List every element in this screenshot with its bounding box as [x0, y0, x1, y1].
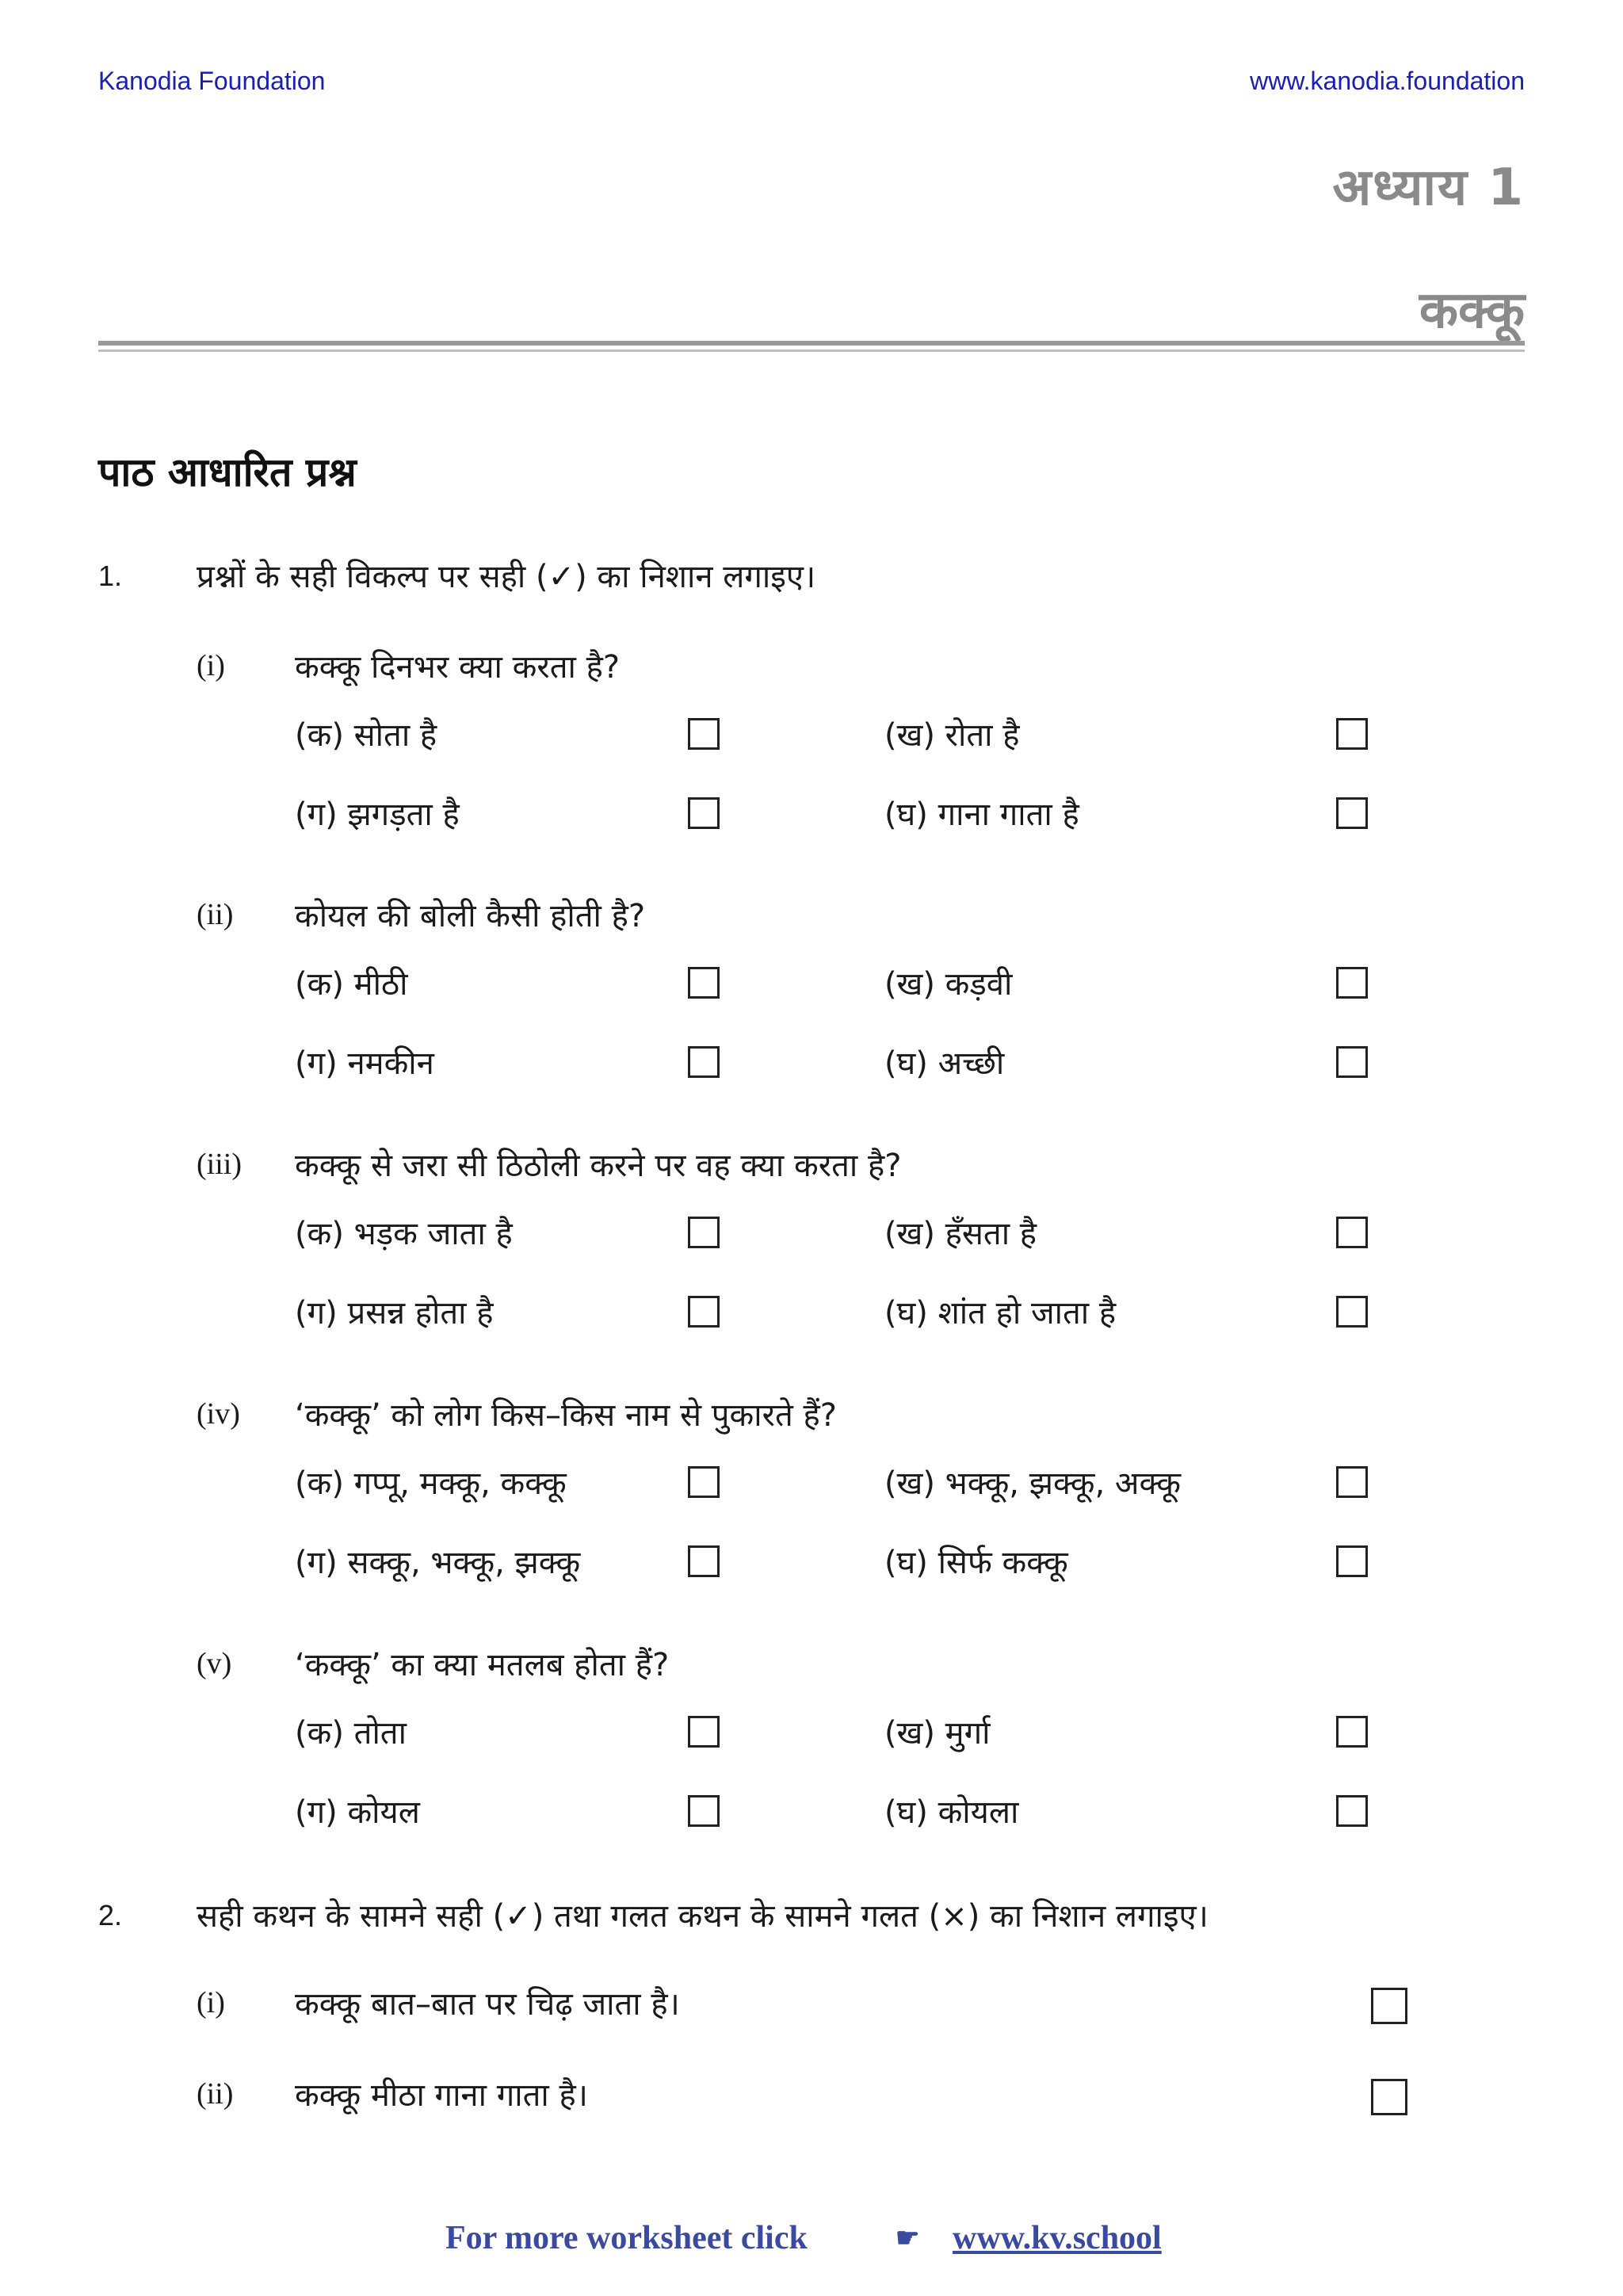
option-checkbox[interactable]: [1336, 1795, 1368, 1827]
option-checkbox[interactable]: [1336, 797, 1368, 829]
option-checkbox[interactable]: [688, 1545, 720, 1577]
sub-question-text: कोयल की बोली कैसी होती है?: [295, 898, 646, 934]
sub-question-text: ‘कक्कू’ को लोग किस–किस नाम से पुकारते हैं?: [295, 1397, 837, 1434]
lesson-title: कक्कू: [1419, 281, 1525, 340]
option-checkbox[interactable]: [688, 718, 720, 750]
option-checkbox[interactable]: [1336, 1466, 1368, 1498]
footer-link[interactable]: www.kv.school: [953, 2220, 1162, 2256]
option-checkbox[interactable]: [688, 967, 720, 999]
option-checkbox[interactable]: [688, 1466, 720, 1498]
sub-question-number: (v): [197, 1647, 232, 1680]
option-checkbox[interactable]: [1336, 1217, 1368, 1248]
option-label: (ख) मुर्गा: [884, 1715, 991, 1752]
option-label: (ग) कोयल: [295, 1794, 420, 1831]
statement-text: कक्कू मीठा गाना गाता है।: [295, 2077, 588, 2114]
option-label: (क) सोता है: [295, 717, 437, 754]
section-title: पाठ आधारित प्रश्न: [98, 449, 357, 495]
pointing-hand-icon: ☛: [896, 2224, 920, 2253]
option-checkbox[interactable]: [688, 1296, 720, 1328]
option-label: (ग) सक्कू, भक्कू, झक्कू: [295, 1545, 581, 1581]
sub-question-number: (ii): [197, 898, 234, 931]
option-checkbox[interactable]: [688, 1046, 720, 1078]
chapter-title: अध्याय 1: [1332, 159, 1525, 217]
option-checkbox[interactable]: [1336, 718, 1368, 750]
question-text: सही कथन के सामने सही (✓) तथा गलत कथन के सामने गलत (×) का निशान लगाइए।: [197, 1898, 1209, 1935]
option-checkbox[interactable]: [1336, 1296, 1368, 1328]
sub-question-text: ‘कक्कू’ का क्या मतलब होता हैं?: [295, 1647, 670, 1683]
option-label: (घ) सिर्फ कक्कू: [884, 1545, 1068, 1581]
title-divider-thin: [98, 350, 1525, 352]
option-label: (क) गप्पू, मक्कू, कक्कू: [295, 1465, 567, 1502]
option-checkbox[interactable]: [688, 1716, 720, 1748]
option-checkbox[interactable]: [1336, 967, 1368, 999]
footer-text: For more worksheet click: [445, 2220, 808, 2256]
statement-checkbox[interactable]: [1371, 1988, 1407, 2024]
question-text: प्रश्नों के सही विकल्प पर सही (✓) का निशान लगाइए।: [197, 559, 816, 595]
option-label: (क) तोता: [295, 1715, 407, 1752]
option-checkbox[interactable]: [1336, 1545, 1368, 1577]
option-checkbox[interactable]: [1336, 1046, 1368, 1078]
option-label: (घ) कोयला: [884, 1794, 1019, 1831]
option-checkbox[interactable]: [1336, 1716, 1368, 1748]
question-number: 2.: [98, 1899, 123, 1931]
sub-question-number: (ii): [197, 2077, 234, 2111]
statement-checkbox[interactable]: [1371, 2079, 1407, 2115]
option-label: (क) मीठी: [295, 966, 408, 1003]
option-checkbox[interactable]: [688, 1217, 720, 1248]
sub-question-text: कक्कू से जरा सी ठिठोली करने पर वह क्या करता है?: [295, 1148, 902, 1184]
header-left-text: Kanodia Foundation: [98, 67, 326, 95]
sub-question-number: (iii): [197, 1148, 242, 1181]
option-label: (क) भड़क जाता है: [295, 1216, 513, 1252]
header-right-link[interactable]: www.kanodia.foundation: [1250, 67, 1525, 95]
option-label: (ख) भक्कू, झक्कू, अक्कू: [884, 1465, 1181, 1502]
sub-question-text: कक्कू दिनभर क्या करता है?: [295, 649, 621, 686]
option-label: (घ) गाना गाता है: [884, 797, 1079, 833]
statement-text: कक्कू बात–बात पर चिढ़ जाता है।: [295, 1986, 680, 2023]
title-divider: [98, 341, 1525, 346]
option-checkbox[interactable]: [688, 1795, 720, 1827]
sub-question-number: (iv): [197, 1397, 240, 1431]
option-label: (घ) शांत हो जाता है: [884, 1295, 1117, 1331]
option-label: (ख) हँसता है: [884, 1216, 1037, 1252]
option-label: (ग) नमकीन: [295, 1045, 434, 1082]
sub-question-number: (i): [197, 649, 225, 682]
option-label: (ख) रोता है: [884, 717, 1020, 754]
question-number: 1.: [98, 560, 123, 592]
option-label: (ख) कड़वी: [884, 966, 1013, 1003]
option-label: (ग) प्रसन्न होता है: [295, 1295, 494, 1331]
sub-question-number: (i): [197, 1986, 225, 2019]
option-label: (घ) अच्छी: [884, 1045, 1005, 1082]
option-label: (ग) झगड़ता है: [295, 797, 460, 833]
option-checkbox[interactable]: [688, 797, 720, 829]
